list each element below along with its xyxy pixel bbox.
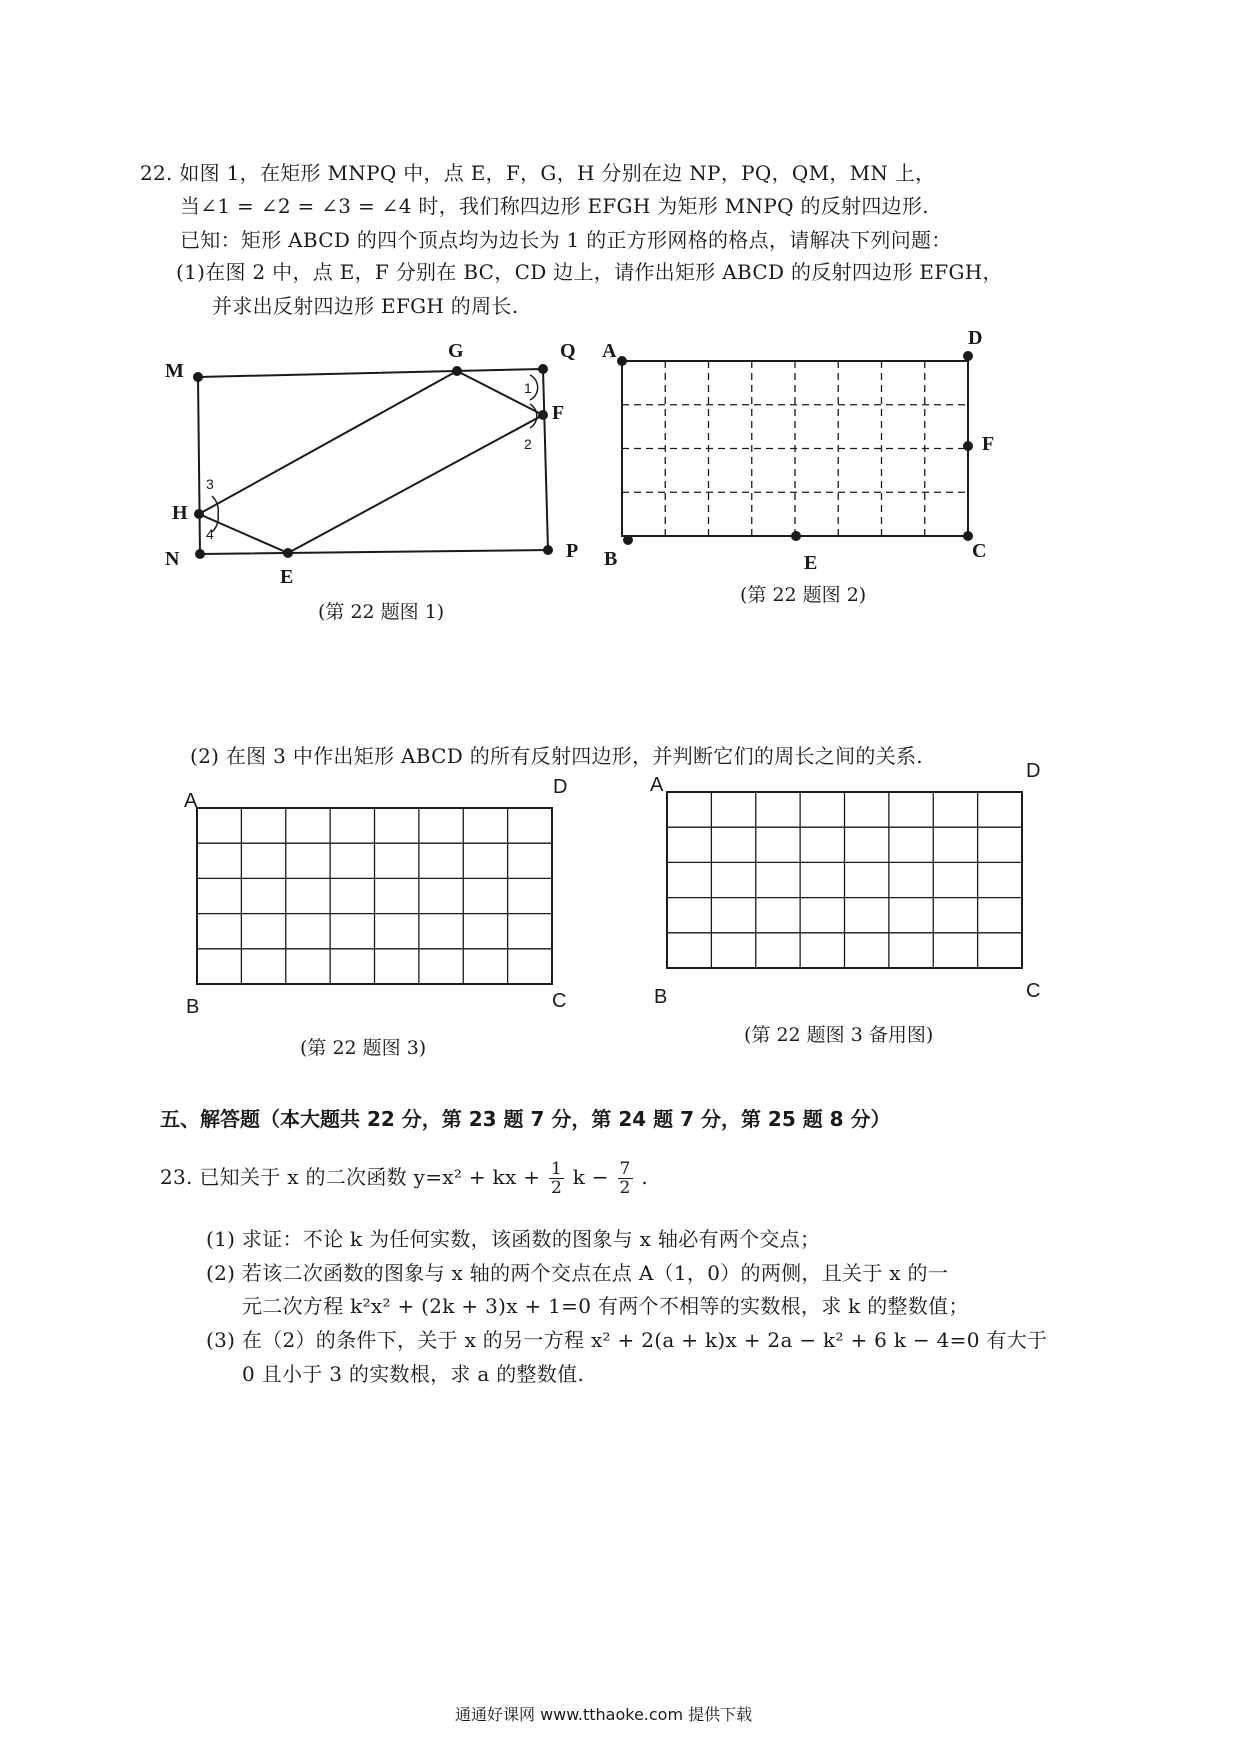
fig2-point-d bbox=[963, 351, 973, 361]
q22-line5: 并求出反射四边形 EFGH 的周长. bbox=[212, 294, 519, 318]
fig3-label-b: B bbox=[186, 996, 200, 1018]
fig3b-label-c: C bbox=[1026, 980, 1041, 1002]
fig2-label-e: E bbox=[804, 552, 818, 574]
fig3b-label-b: B bbox=[654, 986, 668, 1008]
fig1-label-g: G bbox=[448, 340, 464, 362]
fig1-label-f: F bbox=[552, 402, 565, 424]
quad-efgh bbox=[199, 371, 543, 553]
point-e bbox=[283, 548, 293, 558]
point-n bbox=[195, 549, 205, 559]
point-g bbox=[452, 366, 462, 376]
q23-part1: (1) 求证：不论 k 为任何实数，该函数的图象与 x 轴必有两个交点； bbox=[206, 1227, 821, 1251]
fig1-label-q: Q bbox=[560, 340, 576, 362]
point-f bbox=[538, 410, 548, 420]
fig2-label-f: F bbox=[982, 433, 995, 455]
point-m bbox=[193, 372, 203, 382]
point-h bbox=[194, 509, 204, 519]
fig2-label-d: D bbox=[968, 327, 983, 349]
q23-frac-2-num: 7 bbox=[619, 1159, 631, 1179]
fig3-caption: (第 22 题图 3) bbox=[300, 1037, 427, 1059]
figure-3 bbox=[197, 808, 552, 984]
q23-part2-a: (2) 若该二次函数的图象与 x 轴的两个交点在点 A（1，0）的两侧，且关于 x 的一 bbox=[206, 1261, 949, 1285]
fig3b-label-a: A bbox=[650, 774, 664, 796]
q23-frac-2-den: 2 bbox=[619, 1178, 631, 1198]
fig1-label-h: H bbox=[172, 502, 188, 524]
fig2-caption: (第 22 题图 2) bbox=[740, 584, 867, 606]
q22-line3: 已知：矩形 ABCD 的四个顶点均为边长为 1 的正方形网格的格点，请解决下列问题： bbox=[180, 228, 952, 252]
q23-stem-suffix: . bbox=[641, 1165, 649, 1189]
q22-line2: 当∠1 = ∠2 = ∠3 = ∠4 时，我们称四边形 EFGH 为矩形 MNPQ 的反射四边形. bbox=[180, 194, 929, 218]
q23-part2-b: 元二次方程 k²x² + (2k + 3)x + 1=0 有两个不相等的实数根，求 k 的整数值； bbox=[242, 1294, 969, 1318]
q23-frac-1-num: 1 bbox=[550, 1159, 563, 1179]
fig1-angle-2: 2 bbox=[524, 436, 532, 452]
fig3-label-a: A bbox=[184, 790, 198, 812]
fig1-angle-3: 3 bbox=[206, 476, 214, 492]
fig1-label-e: E bbox=[280, 566, 294, 588]
section-5-heading: 五、解答题（本大题共 22 分，第 23 题 7 分，第 24 题 7 分，第 25 题 8 分） bbox=[160, 1107, 891, 1131]
fig2-point-b bbox=[623, 535, 633, 545]
fig2-label-c: C bbox=[972, 540, 987, 562]
q23-stem-prefix: 23. 已知关于 x 的二次函数 y=x² + kx + bbox=[160, 1165, 541, 1189]
fig3b-caption: (第 22 题图 3 备用图) bbox=[744, 1024, 934, 1046]
fig2-point-a bbox=[617, 356, 627, 366]
q23-stem bbox=[160, 1160, 648, 1197]
fig2-point-f bbox=[963, 441, 973, 451]
fig2-label-a: A bbox=[602, 340, 617, 362]
figure-2 bbox=[617, 351, 973, 545]
point-q bbox=[538, 364, 548, 374]
q23-frac-1-den: 2 bbox=[550, 1178, 563, 1198]
fig3-label-c: C bbox=[552, 990, 567, 1012]
point-p bbox=[543, 545, 553, 555]
fig1-angle-4: 4 bbox=[206, 526, 214, 542]
q22-line1: 22. 如图 1，在矩形 MNPQ 中，点 E，F，G，H 分别在边 NP，PQ，QM，MN 上， bbox=[140, 161, 936, 185]
q23-frac-1 bbox=[549, 1160, 564, 1197]
q22-part2: (2) 在图 3 中作出矩形 ABCD 的所有反射四边形，并判断它们的周长之间的关系. bbox=[190, 744, 923, 768]
footer-text: 通通好课网 www.tthaoke.com 提供下载 bbox=[455, 1705, 753, 1724]
q23-part3-b: 0 且小于 3 的实数根，求 a 的整数值. bbox=[242, 1362, 585, 1386]
fig2-point-e bbox=[791, 531, 801, 541]
fig1-angle-1: 1 bbox=[524, 380, 532, 396]
rect-mnpq bbox=[198, 369, 548, 554]
fig3-label-d: D bbox=[553, 776, 568, 798]
figure-1 bbox=[198, 369, 548, 554]
fig3b-label-d: D bbox=[1026, 760, 1041, 782]
fig1-label-p: P bbox=[566, 540, 579, 562]
fig1-caption: (第 22 题图 1) bbox=[318, 601, 445, 623]
q23-frac-2 bbox=[618, 1160, 633, 1197]
angle-mark-2 bbox=[530, 404, 537, 428]
figure-3-backup bbox=[667, 792, 1022, 968]
q23-stem-mid: k − bbox=[572, 1165, 609, 1189]
fig1-label-n: N bbox=[165, 548, 180, 570]
fig1-label-m: M bbox=[165, 360, 184, 382]
fig2-label-b: B bbox=[604, 548, 618, 570]
q23-part3-a: (3) 在（2）的条件下，关于 x 的另一方程 x² + 2(a + k)x + 2a − k² + 6 k − 4=0 有大于 bbox=[206, 1328, 1048, 1352]
q22-line4: (1)在图 2 中，点 E，F 分别在 BC，CD 边上，请作出矩形 ABCD 的反射四边形 EFGH， bbox=[176, 260, 1003, 284]
